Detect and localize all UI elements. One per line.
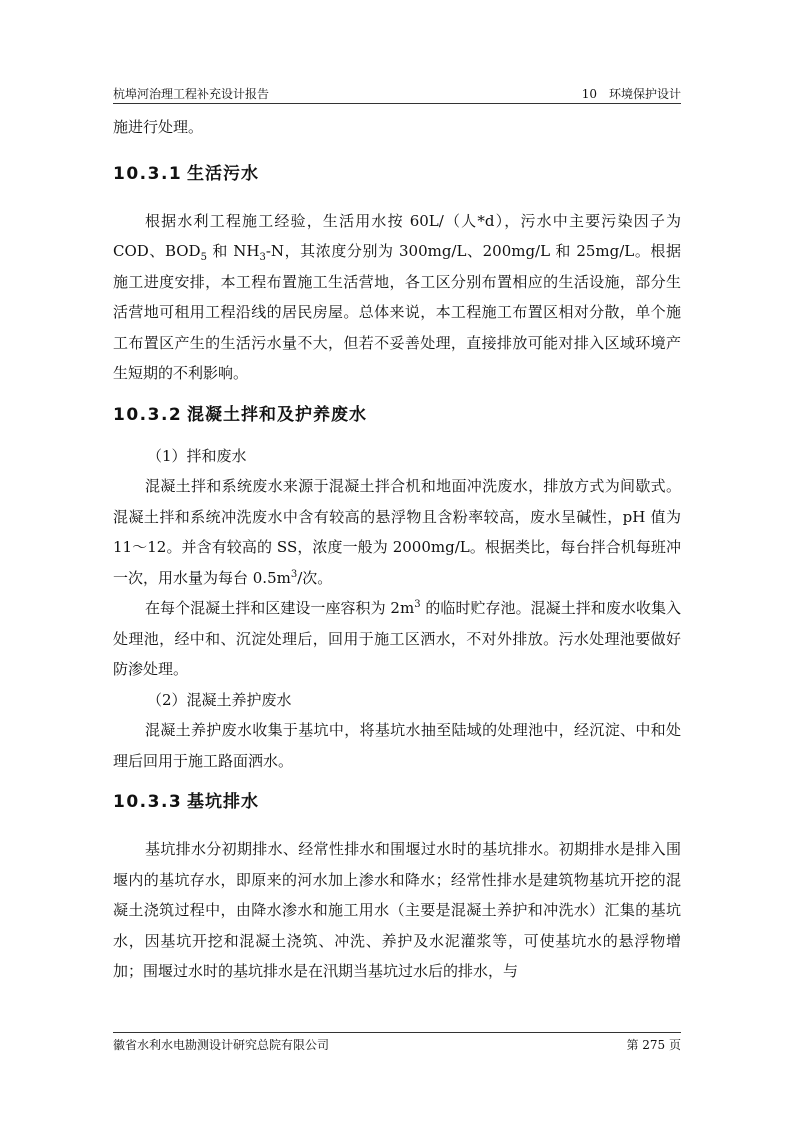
list-item-curing-wastewater: （2）混凝土养护废水 <box>147 690 292 709</box>
section-heading-10-3-2 <box>113 389 681 441</box>
list-item-mixing-wastewater: （1）拌和废水 <box>147 446 247 465</box>
section-number: 10.3.3 <box>113 792 183 812</box>
paragraph-pit-drainage: 基坑排水分初期排水、经常性排水和围堰过水时的基坑排水。初期排水是排入围堰内的基坑存水，即原来的河水加上渗水和降水；经常性排水是建筑物基坑开挖的混凝土浇筑过程中，由降水渗水和施工用水（主要是混凝土养护和冲洗水）汇集的基坑水，因基坑开挖和混凝土浇筑、冲洗、养护及水泥灌浆等，可使基坑水的悬浮物增加；围堰过水时的基坑排水是在汛期当基坑过水后的排水，与 <box>113 840 681 980</box>
page-header <box>113 80 681 102</box>
section-number: 10.3.2 <box>113 404 183 425</box>
section-heading-10-3-1 <box>113 148 681 200</box>
section-title: 基坑排水 <box>187 792 259 812</box>
footer-page-number: 第 275 页 <box>626 1038 681 1052</box>
page-footer <box>113 1036 681 1053</box>
section-heading-10-3-3 <box>113 776 681 828</box>
footer-company: 徽省水利水电勘测设计研究总院有限公司 <box>113 1038 330 1052</box>
page-body <box>113 112 681 987</box>
header-chapter-title: 10 环境保护设计 <box>581 87 681 101</box>
section-title: 混凝土拌和及护养废水 <box>187 404 367 425</box>
header-divider <box>113 103 681 104</box>
continued-paragraph: 施进行处理。 <box>113 118 204 136</box>
header-report-title: 杭埠河治理工程补充设计报告 <box>113 87 270 101</box>
paragraph-curing-wastewater: 混凝土养护废水收集于基坑中，将基坑水抽至陆域的处理池中，经沉淀、中和处理后回用于施工路面洒水。 <box>113 721 681 770</box>
section-number: 10.3.1 <box>113 163 183 184</box>
footer-divider <box>113 1032 681 1033</box>
section-title: 生活污水 <box>187 163 259 184</box>
paragraph-domestic-sewage: 根据水利工程施工经验，生活用水按 60L/（人*d），污水中主要污染因子为 COD、$BOD_5$ 和 $NH_3-N$，其浓度分别为 300mg/L、200mg/L 和 25mg/L。根据施工进度安排，本工程布置施工生活营地，各工区分别布置相应的生活设施，部分生活营地可租用工程沿线的居民房屋。总体来说，本工程施工布置区相对分散，单个施工布置区产生的生活污水量不大，但若不妥善处理，直接排放可能对排入区域环境产生短期的不利影响。 <box>113 211 681 382</box>
paragraph-storage-tank: 在每个混凝土拌和区建设一座容积为 $2m^3$ 的临时贮存池。混凝土拌和废水收集入处理池，经中和、沉淀处理后，回用于施工区洒水，不对外排放。污水处理池要做好防渗处理。 <box>113 599 681 678</box>
paragraph-mixing-wastewater: 混凝土拌和系统废水来源于混凝土拌合机和地面冲洗废水，排放方式为间歇式。混凝土拌和系统冲洗废水中含有较高的悬浮物且含粉率较高，废水呈碱性，pH 值为 11～12。并含有较高的 SS，浓度一般为 2000mg/L。根据类比，每台拌合机每班冲一次，用水量为每台 $0.5m^3/$次。 <box>113 477 681 587</box>
